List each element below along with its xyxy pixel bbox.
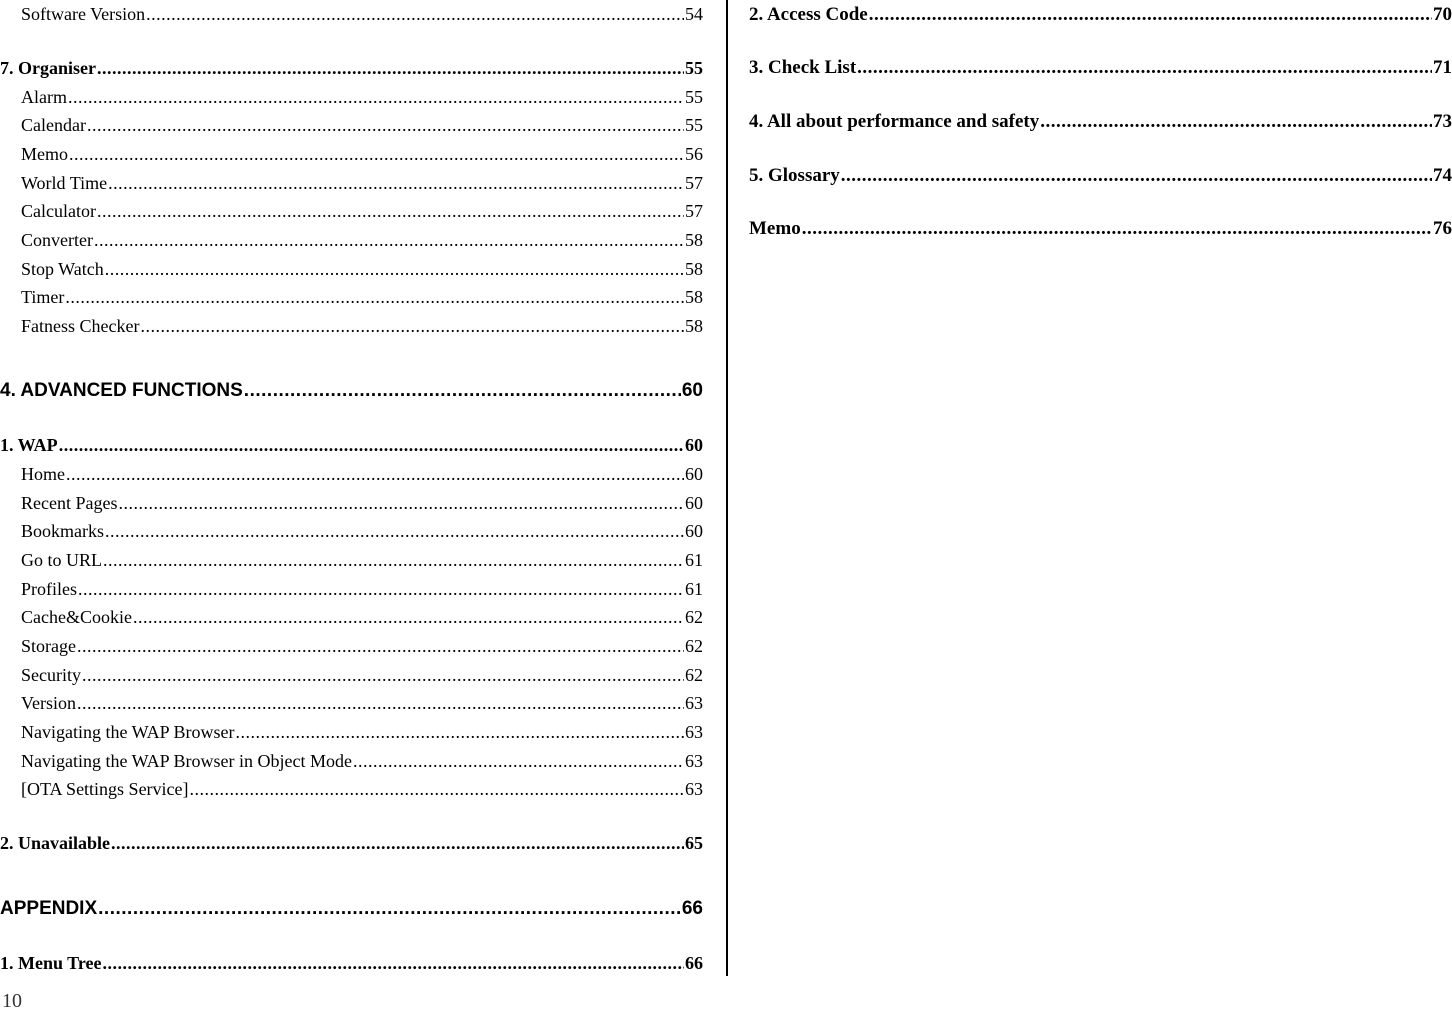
- toc-entry-software-version[interactable]: [0, 3, 703, 25]
- toc-entry-version[interactable]: [0, 692, 703, 714]
- toc-heading-page: 74: [1433, 165, 1452, 186]
- toc-heading-label: 1. WAP: [0, 435, 58, 455]
- toc-entry-label: Memo: [21, 144, 68, 164]
- toc-entry-label: Cache&Cookie: [21, 607, 132, 627]
- toc-entry-storage[interactable]: [0, 635, 703, 657]
- toc-entry-page: 63: [685, 751, 703, 771]
- toc-entry-page: 55: [685, 87, 703, 107]
- toc-heading-page: 70: [1433, 4, 1452, 25]
- toc-heading-label: 2. Access Code: [749, 4, 868, 25]
- dot-leader: [78, 578, 684, 600]
- dot-leader: [857, 57, 1432, 79]
- dot-leader: [802, 218, 1432, 240]
- toc-entry-page: 58: [685, 287, 703, 307]
- toc-entry-page: 63: [685, 693, 703, 713]
- toc-entry-page: 56: [685, 144, 703, 164]
- toc-heading-label: 2. Unavailable: [0, 833, 111, 853]
- dot-leader: [98, 896, 681, 922]
- toc-section-advanced-functions[interactable]: [0, 378, 703, 404]
- toc-entry-fatness-checker[interactable]: [0, 315, 703, 337]
- dot-leader: [77, 635, 684, 657]
- dot-leader: [869, 4, 1432, 26]
- toc-entry-label: Alarm: [21, 87, 67, 107]
- toc-entry-page: 58: [685, 316, 703, 336]
- dot-leader: [235, 721, 684, 743]
- dot-leader: [133, 606, 684, 628]
- toc-heading-performance-safety[interactable]: [749, 111, 1452, 133]
- toc-entry-alarm[interactable]: [0, 86, 703, 108]
- toc-entry-page: 60: [685, 521, 703, 541]
- dot-leader: [97, 57, 684, 79]
- dot-leader: [65, 286, 684, 308]
- toc-entry-ota-settings-service[interactable]: [0, 778, 703, 800]
- toc-entry-security[interactable]: [0, 664, 703, 686]
- dot-leader: [94, 229, 684, 251]
- toc-entry-label: Go to URL: [21, 550, 102, 570]
- toc-entry-page: 58: [685, 259, 703, 279]
- dot-leader: [146, 3, 684, 25]
- dot-leader: [1040, 111, 1432, 133]
- toc-entry-label: Version: [21, 693, 76, 713]
- toc-heading-unavailable[interactable]: [0, 832, 703, 854]
- dot-leader: [66, 463, 684, 485]
- toc-entry-timer[interactable]: [0, 286, 703, 308]
- toc-entry-label: Converter: [21, 230, 93, 250]
- toc-entry-page: 63: [685, 722, 703, 742]
- toc-entry-calculator[interactable]: [0, 200, 703, 222]
- dot-leader: [68, 86, 684, 108]
- toc-entry-page: 55: [685, 115, 703, 135]
- dot-leader: [77, 692, 684, 714]
- toc-entry-label: Timer: [21, 287, 65, 307]
- dot-leader: [59, 434, 684, 456]
- toc-entry-label: Profiles: [21, 579, 77, 599]
- page-number: 10: [2, 990, 22, 1012]
- toc-entry-page: 58: [685, 230, 703, 250]
- toc-entry-recent-pages[interactable]: [0, 492, 703, 514]
- dot-leader: [97, 200, 684, 222]
- dot-leader: [103, 952, 685, 974]
- toc-heading-page: 76: [1433, 218, 1452, 239]
- dot-leader: [353, 750, 684, 772]
- toc-heading-page: 73: [1433, 111, 1452, 132]
- toc-heading-label: 5. Glossary: [749, 165, 840, 186]
- toc-entry-page: 61: [685, 579, 703, 599]
- toc-entry-page: 62: [685, 636, 703, 656]
- toc-entry-label: [OTA Settings Service]: [21, 779, 189, 799]
- toc-heading-page: 71: [1433, 57, 1452, 78]
- dot-leader: [82, 664, 684, 686]
- toc-entry-label: Bookmarks: [21, 521, 104, 541]
- dot-leader: [103, 549, 684, 571]
- toc-entry-converter[interactable]: [0, 229, 703, 251]
- toc-heading-label: 4. All about performance and safety: [749, 111, 1040, 132]
- toc-heading-label: 7. Organiser: [0, 58, 96, 78]
- toc-entry-calendar[interactable]: [0, 114, 703, 136]
- dot-leader: [69, 143, 684, 165]
- toc-section-page: 66: [681, 898, 703, 919]
- toc-entry-label: Fatness Checker: [21, 316, 140, 336]
- toc-entry-profiles[interactable]: [0, 578, 703, 600]
- toc-heading-page: 55: [685, 58, 703, 78]
- column-divider: [726, 0, 728, 976]
- dot-leader: [105, 520, 684, 542]
- toc-entry-go-to-url[interactable]: [0, 549, 703, 571]
- toc-heading-check-list[interactable]: [749, 57, 1452, 79]
- dot-leader: [111, 832, 684, 854]
- toc-heading-label: 3. Check List: [749, 57, 857, 78]
- toc-entry-label: Recent Pages: [21, 493, 118, 513]
- toc-heading-wap[interactable]: [0, 434, 703, 456]
- toc-heading-organiser[interactable]: [0, 57, 703, 79]
- toc-entry-home[interactable]: [0, 463, 703, 485]
- toc-section-page: 60: [681, 380, 703, 401]
- toc-entry-label: Storage: [21, 636, 76, 656]
- toc-entry-label: Navigating the WAP Browser: [21, 722, 235, 742]
- toc-heading-label: Memo: [749, 218, 801, 239]
- dot-leader: [105, 258, 684, 280]
- toc-section-label: 4. ADVANCED FUNCTIONS: [0, 380, 243, 401]
- toc-entry-page: 57: [685, 173, 703, 193]
- toc-entry-memo[interactable]: [0, 143, 703, 165]
- toc-entry-cache-cookie[interactable]: [0, 606, 703, 628]
- toc-entry-page: 63: [685, 779, 703, 799]
- dot-leader: [190, 778, 684, 800]
- toc-heading-page: 65: [685, 833, 703, 853]
- dot-leader: [841, 165, 1432, 187]
- toc-entry-world-time[interactable]: [0, 172, 703, 194]
- toc-entry-page: 54: [685, 4, 703, 24]
- toc-entry-page: 62: [685, 607, 703, 627]
- toc-entry-page: 60: [685, 464, 703, 484]
- toc-entry-label: Calculator: [21, 201, 96, 221]
- toc-heading-page: 66: [685, 953, 703, 973]
- toc-entry-label: Security: [21, 665, 81, 685]
- toc-entry-bookmarks[interactable]: [0, 520, 703, 542]
- toc-heading-glossary[interactable]: [749, 165, 1452, 187]
- toc-entry-page: 62: [685, 665, 703, 685]
- toc-entry-page: 61: [685, 550, 703, 570]
- toc-entry-page: 57: [685, 201, 703, 221]
- toc-section-label: APPENDIX: [0, 898, 98, 919]
- dot-leader: [108, 172, 684, 194]
- toc-entry-label: Stop Watch: [21, 259, 104, 279]
- dot-leader: [244, 378, 681, 404]
- toc-entry-label: Calendar: [21, 115, 86, 135]
- toc-heading-label: 1. Menu Tree: [0, 953, 102, 973]
- dot-leader: [87, 114, 684, 136]
- toc-entry-label: Home: [21, 464, 65, 484]
- toc-entry-label: Software Version: [21, 4, 146, 24]
- toc-entry-page: 60: [685, 493, 703, 513]
- toc-entry-label: Navigating the WAP Browser in Object Mode: [21, 751, 352, 771]
- toc-heading-memo[interactable]: [749, 218, 1452, 240]
- toc-heading-access-code[interactable]: [749, 4, 1452, 26]
- toc-heading-menu-tree[interactable]: [0, 952, 703, 974]
- dot-leader: [140, 315, 684, 337]
- toc-entry-stop-watch[interactable]: [0, 258, 703, 280]
- toc-heading-page: 60: [685, 435, 703, 455]
- toc-section-appendix[interactable]: [0, 896, 703, 922]
- toc-entry-navigating-wap-browser[interactable]: [0, 721, 703, 743]
- toc-entry-label: World Time: [21, 173, 108, 193]
- dot-leader: [118, 492, 684, 514]
- toc-entry-navigating-wap-browser-object-mode[interactable]: [0, 750, 703, 772]
